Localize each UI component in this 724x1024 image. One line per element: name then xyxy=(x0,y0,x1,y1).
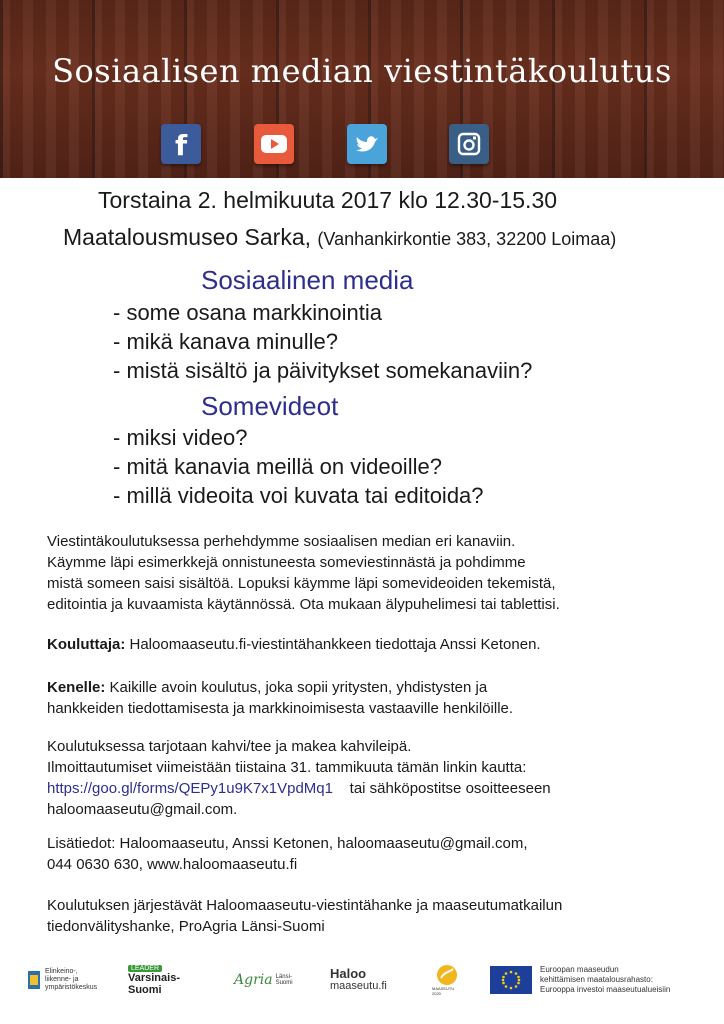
text-line: Käymme läpi esimerkkejä onnistuneesta someviestinnästä ja pohdimme xyxy=(47,554,526,571)
eu-flag-icon xyxy=(490,966,532,994)
audience-text: Kaikille avoin koulutus, joka sopii yritysten, yhdistysten ja xyxy=(105,679,488,696)
event-venue xyxy=(63,224,616,251)
eu-fund-logo: Euroopan maaseudun kehittämisen maatalousrahasto: Eurooppa investoi maaseutualueisiin xyxy=(490,960,710,1000)
bullet-item: - mitä kanavia meillä on videoille? xyxy=(113,454,442,479)
text-line: Lisätiedot: Haloomaaseutu, Anssi Ketonen, haloomaaseutu@gmail.com, xyxy=(47,835,528,852)
maaseutu-2020-logo: MAASEUTU 2020 xyxy=(432,960,462,1000)
instagram-icon[interactable] xyxy=(449,124,489,164)
text-line: Ilmoittautumiset viimeistään tiistaina 31. tammikuuta tämän linkin kautta: xyxy=(47,759,527,776)
text-line: editointia ja kuvaamista käytännössä. Ota mukaan älypuhelimesi tai tablettisi. xyxy=(47,596,560,613)
intro-paragraph xyxy=(47,531,560,615)
section-heading-social-media: Sosiaalinen media xyxy=(201,265,414,295)
bullet-item: - millä videoita voi kuvata tai editoida? xyxy=(113,483,484,508)
proagria-logo: Agria Länsi-Suomi xyxy=(234,972,293,988)
text-line: 044 0630 630, www.haloomaaseutu.fi xyxy=(47,856,298,873)
audience-paragraph xyxy=(47,677,513,719)
youtube-icon[interactable] xyxy=(254,124,294,164)
registration-link[interactable]: https://goo.gl/forms/QEPy1u9K7x1VpdMq1 xyxy=(47,780,333,797)
text-line: hankkeiden tiedottamisesta ja markkinoimisesta vastaaville henkilöille. xyxy=(47,700,514,717)
trainer-line xyxy=(47,634,541,655)
bullet-item: - some osana markkinointia xyxy=(113,300,383,325)
trainer-text: Haloomaaseutu.fi-viestintähankkeen tiedottaja Anssi Ketonen. xyxy=(125,636,541,653)
text-line: tiedonvälityshanke, ProAgria Länsi-Suomi xyxy=(47,918,325,935)
text-line: mistä someen saisi sisältöä. Lopuksi käymme läpi somevideoiden tekemistä, xyxy=(47,575,556,592)
registration-after-link: tai sähköpostitse osoitteeseen xyxy=(349,780,551,797)
registration-email[interactable]: haloomaaseutu@gmail.com. xyxy=(47,801,238,818)
section-heading-videos: Somevideot xyxy=(201,391,339,421)
facebook-icon[interactable] xyxy=(161,124,201,164)
audience-label: Kenelle: xyxy=(47,679,106,696)
ely-emblem-icon xyxy=(26,969,42,991)
info-paragraph xyxy=(47,833,528,875)
text-line: Koulutuksessa tarjotaan kahvi/tee ja makea kahvileipä. xyxy=(47,738,412,755)
svg-text:f: f xyxy=(175,130,188,158)
header-banner xyxy=(0,0,724,178)
event-date: Torstaina 2. helmikuuta 2017 klo 12.30-15.30 xyxy=(98,187,558,213)
text-line: Koulutuksen järjestävät Haloomaaseutu-viestintähanke ja maaseutumatkailun xyxy=(47,897,563,914)
bullet-item: - mistä sisältö ja päivitykset somekanaviin? xyxy=(113,358,533,383)
registration-paragraph xyxy=(47,736,551,820)
ely-logo: Elinkeino-, liikenne- ja ympäristökeskus xyxy=(26,960,106,1000)
maaseutu-emblem-icon xyxy=(436,964,458,986)
organizers-paragraph xyxy=(47,895,562,937)
page-title: Sosiaalisen median viestintäkoulutus xyxy=(52,52,672,90)
haloomaaseutu-logo: Haloo maaseutu.fi xyxy=(330,966,387,992)
venue-address: (Vanhankirkontie 383, 32200 Loimaa) xyxy=(317,229,617,249)
twitter-icon[interactable] xyxy=(347,124,387,164)
bullet-item: - mikä kanava minulle? xyxy=(113,329,338,354)
text-line: Viestintäkoulutuksessa perhehdymme sosiaalisen median eri kanaviin. xyxy=(47,533,516,550)
venue-name: Maatalousmuseo Sarka, xyxy=(63,224,312,250)
leader-logo: LEADER Varsinais-Suomi xyxy=(128,964,180,996)
trainer-label: Kouluttaja: xyxy=(47,636,126,653)
bullet-item: - miksi video? xyxy=(113,425,248,450)
